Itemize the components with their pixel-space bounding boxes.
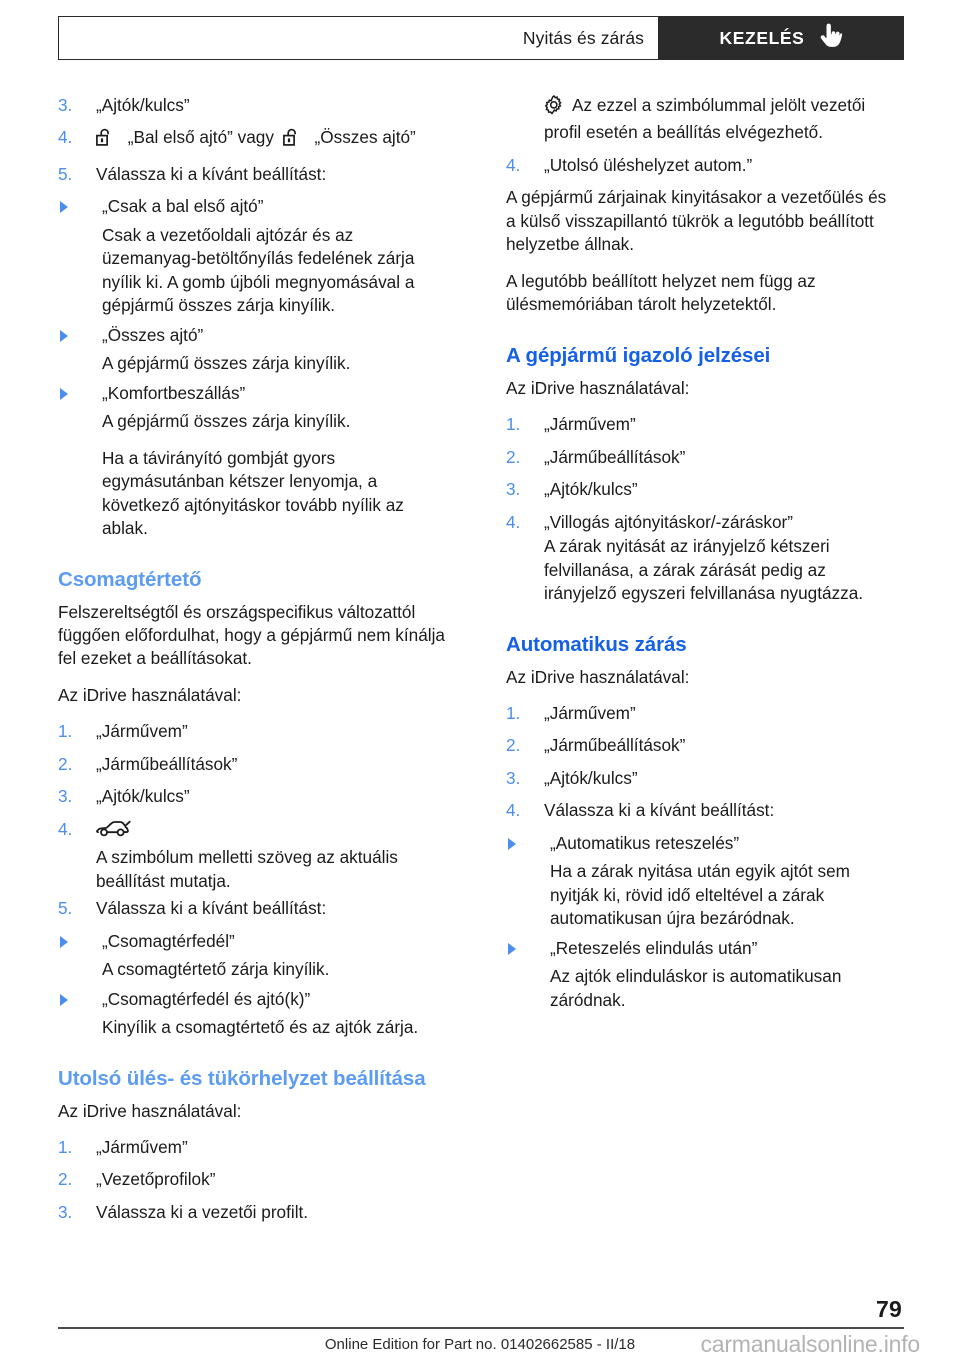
list-item bbox=[506, 413, 898, 436]
list-item bbox=[506, 767, 898, 790]
list-marker: 1. bbox=[58, 721, 73, 742]
section-auto-lock bbox=[506, 632, 898, 657]
auto-lock-option-list bbox=[506, 832, 898, 1012]
list-item bbox=[58, 126, 450, 153]
list-text: „Járművem” bbox=[544, 702, 636, 723]
section-intro-paragraph: Felszereltségtől és országspecifikus változattól függően előfordulhat, hogy a gépjármű nem kínálja fel ezeket a beállításokat. bbox=[58, 601, 445, 669]
option-label: „Csomagtérfedél és ajtó(k)” bbox=[102, 988, 311, 1009]
list-item bbox=[58, 785, 450, 808]
list-text: „Járműbeállítások” bbox=[544, 735, 686, 756]
body-paragraph: A gépjármű zárjainak kinyitásakor a vezetőülés és a külső visszapillantó tükrök a legutóbb beállított helyzetbe állnak. bbox=[506, 187, 887, 255]
idrive-path-label: Az iDrive használatával: bbox=[58, 1100, 242, 1121]
list-subtext: A zárak nyitását az irányjelző kétszeri felvillanása, a zárak zárását pedig az irányjelző egyszeri felvillanása nyugtázza. bbox=[544, 536, 864, 604]
list-item bbox=[58, 94, 450, 117]
gear-icon bbox=[544, 95, 564, 121]
triangle-bullet-icon bbox=[60, 936, 68, 948]
header-section-tab bbox=[658, 16, 904, 60]
list-text: „Összes ajtó” bbox=[314, 127, 416, 148]
option-label: „Reteszelés elindulás után” bbox=[550, 937, 758, 958]
list-item bbox=[58, 382, 450, 541]
list-marker: 4. bbox=[58, 127, 73, 148]
option-description: A gépjármű összes zárja kinyílik. bbox=[102, 411, 351, 432]
option-description-extra: Ha a távirányító gombját gyors egymásutánban kétszer lenyomja, a következő ajtónyitáskor tovább nyílik az ablak. bbox=[102, 447, 404, 539]
list-item bbox=[58, 1136, 450, 1159]
section-heading: Utolsó ülés- és tükörhelyzet beállítása bbox=[58, 1066, 426, 1090]
list-marker: 1. bbox=[506, 414, 521, 435]
open-padlock-icon bbox=[96, 128, 115, 153]
list-subtext: A szimbólum melletti szöveg az aktuális beállítást mutatja. bbox=[96, 847, 398, 891]
list-marker: 2. bbox=[58, 753, 73, 774]
right-column bbox=[506, 94, 898, 1018]
list-text: „Ajtók/kulcs” bbox=[96, 786, 190, 807]
list-item bbox=[506, 154, 898, 177]
pointing-hand-icon bbox=[820, 23, 842, 54]
list-marker: 3. bbox=[506, 767, 521, 788]
gear-note bbox=[506, 94, 898, 145]
idrive-path-label: Az iDrive használatával: bbox=[58, 684, 242, 705]
list-marker: 1. bbox=[58, 1137, 73, 1157]
list-item bbox=[58, 988, 450, 1040]
list-item bbox=[506, 937, 898, 1012]
list-text: „Ajtók/kulcs” bbox=[544, 479, 638, 500]
option-label: „Csomagtérfedél” bbox=[102, 930, 235, 951]
triangle-bullet-icon bbox=[60, 330, 68, 342]
last-seat-steps-list bbox=[58, 1136, 450, 1224]
trunk-steps-list bbox=[58, 720, 450, 920]
list-marker: 3. bbox=[58, 1201, 73, 1222]
option-label: „Komfortbeszállás” bbox=[102, 382, 246, 403]
list-item bbox=[58, 818, 450, 893]
header-chapter-label: Nyitás és zárás bbox=[522, 27, 644, 48]
list-text: „Járműbeállítások” bbox=[544, 446, 686, 467]
option-label: „Automatikus reteszelés” bbox=[550, 832, 740, 853]
option-description: Kinyílik a csomagtértető és az ajtók zárja. bbox=[102, 1017, 419, 1038]
list-item bbox=[58, 1201, 450, 1224]
body-paragraph: A legutóbb beállított helyzet nem függ az ülésmemóriában tárolt helyzetektől. bbox=[506, 270, 816, 315]
list-item bbox=[58, 324, 450, 376]
option-description: A csomagtértető zárja kinyílik. bbox=[102, 959, 330, 980]
section-heading: A gépjármű igazoló jelzései bbox=[506, 343, 771, 367]
list-marker: 5. bbox=[58, 898, 73, 919]
footer-edition-line: Online Edition for Part no. 01402662585 - II/18 bbox=[324, 1336, 636, 1353]
footer-divider bbox=[58, 1327, 904, 1329]
list-text: „Bal első ajtó” vagy bbox=[127, 127, 274, 148]
list-text: „Járművem” bbox=[96, 721, 188, 742]
idrive-path-label: Az iDrive használatával: bbox=[506, 377, 690, 398]
continued-step-4-list bbox=[506, 154, 898, 177]
header-chapter bbox=[58, 16, 658, 60]
list-marker: 1. bbox=[506, 702, 521, 723]
list-item bbox=[58, 930, 450, 982]
option-description: Ha a zárak nyitása után egyik ajtót sem nyitják ki, rövid idő elteltével a zárak automatikusan újra bezáródnak. bbox=[550, 861, 850, 929]
list-item bbox=[506, 832, 898, 931]
header-section-label: KEZELÉS bbox=[719, 27, 805, 48]
continued-steps-list bbox=[58, 94, 450, 186]
option-description: A gépjármű összes zárja kinyílik. bbox=[102, 353, 351, 374]
auto-lock-steps-list bbox=[506, 702, 898, 823]
list-marker: 5. bbox=[58, 163, 73, 184]
list-text: „Járműbeállítások” bbox=[96, 753, 238, 774]
list-item bbox=[58, 897, 450, 920]
list-text: „Vezetőprofilok” bbox=[96, 1169, 216, 1190]
list-item bbox=[58, 1168, 450, 1191]
list-item bbox=[58, 720, 450, 743]
triangle-bullet-icon bbox=[60, 994, 68, 1006]
list-item bbox=[506, 702, 898, 725]
list-text: „Ajtók/kulcs” bbox=[96, 95, 190, 115]
list-text: Válassza ki a vezetői profilt. bbox=[96, 1201, 309, 1222]
gear-note-text: Az ezzel a szimbólummal jelölt vezetői profil esetén a beállítás elvégezhető. bbox=[544, 95, 866, 143]
list-marker: 3. bbox=[58, 786, 73, 807]
triangle-bullet-icon bbox=[508, 838, 516, 850]
section-trunk bbox=[58, 567, 450, 592]
list-item bbox=[58, 753, 450, 776]
triangle-bullet-icon bbox=[508, 943, 516, 955]
list-text: „Járművem” bbox=[96, 1137, 188, 1157]
list-item bbox=[58, 163, 450, 186]
list-marker: 3. bbox=[506, 479, 521, 500]
option-description: Az ajtók elinduláskor is automatikusan záródnak. bbox=[550, 966, 842, 1010]
section-heading: Automatikus zárás bbox=[506, 632, 687, 656]
list-text: Válassza ki a kívánt beállítást: bbox=[96, 898, 327, 919]
list-text: „Járművem” bbox=[544, 414, 636, 435]
list-item bbox=[506, 478, 898, 501]
list-text: Válassza ki a kívánt beállítást: bbox=[96, 163, 327, 184]
page-number: 79 bbox=[876, 1296, 902, 1322]
section-last-seat bbox=[58, 1066, 450, 1091]
list-marker: 3. bbox=[58, 95, 73, 115]
idrive-path-label: Az iDrive használatával: bbox=[506, 666, 690, 687]
list-marker: 4. bbox=[506, 511, 521, 532]
list-marker: 2. bbox=[506, 446, 521, 467]
car-open-trunk-icon bbox=[96, 819, 136, 845]
list-text: „Villogás ajtónyitáskor/-záráskor” bbox=[544, 511, 793, 532]
list-item bbox=[58, 195, 450, 317]
section-confirmation-signals bbox=[506, 343, 898, 368]
triangle-bullet-icon bbox=[60, 201, 68, 213]
list-marker: 4. bbox=[506, 154, 521, 175]
list-marker: 2. bbox=[506, 735, 521, 756]
confirm-steps-list bbox=[506, 413, 898, 605]
list-marker: 2. bbox=[58, 1169, 73, 1190]
list-marker: 4. bbox=[58, 818, 73, 839]
option-list bbox=[58, 195, 450, 540]
list-text: „Utolsó üléshelyzet autom.” bbox=[544, 154, 753, 175]
trunk-option-list bbox=[58, 930, 450, 1040]
list-text: Válassza ki a kívánt beállítást: bbox=[544, 800, 775, 821]
watermark: carmanualsonline.info bbox=[700, 1331, 920, 1357]
option-label: „Összes ajtó” bbox=[102, 324, 204, 345]
list-marker: 4. bbox=[506, 800, 521, 821]
page-header bbox=[58, 16, 904, 60]
list-text: „Ajtók/kulcs” bbox=[544, 767, 638, 788]
triangle-bullet-icon bbox=[60, 388, 68, 400]
list-item bbox=[506, 446, 898, 469]
option-description: Csak a vezetőoldali ajtózár és az üzemanyag-betöltőnyílás fedelének zárja nyílik ki. A gomb újbóli megnyomásával a gépjármű összes zárja kinyílik. bbox=[102, 224, 415, 316]
left-column bbox=[58, 94, 450, 1233]
option-label: „Csak a bal első ajtó” bbox=[102, 196, 264, 217]
list-item bbox=[506, 799, 898, 822]
list-item bbox=[506, 734, 898, 757]
list-item bbox=[506, 511, 898, 606]
section-heading: Csomagtértető bbox=[58, 567, 202, 591]
open-padlock-icon bbox=[283, 128, 302, 153]
